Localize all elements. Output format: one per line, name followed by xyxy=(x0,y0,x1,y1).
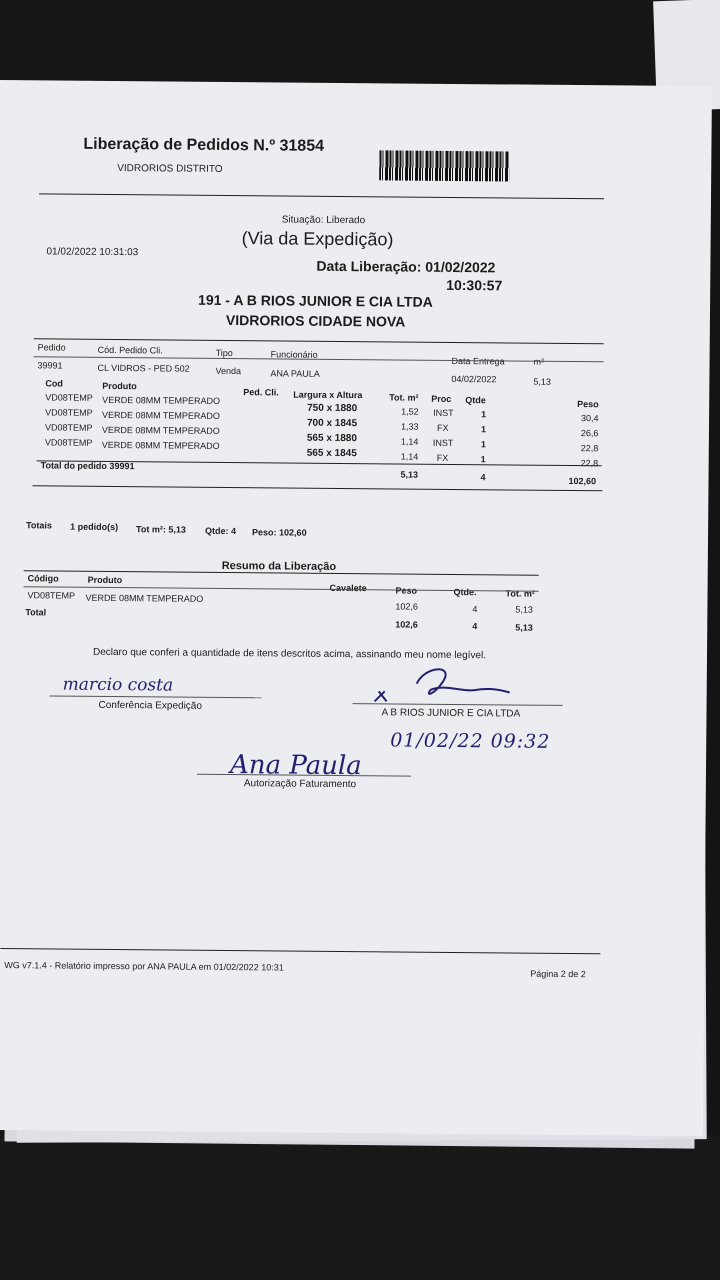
barcode xyxy=(379,150,509,181)
item-cod: VD08TEMP xyxy=(45,407,93,418)
order-total-label: Total do pedido 39991 xyxy=(40,460,135,472)
item-produto: VERDE 08MM TEMPERADO xyxy=(101,424,220,436)
footer-page-number: Página 2 de 2 xyxy=(530,968,586,980)
printed-at: 01/02/2022 10:31:03 xyxy=(46,246,139,259)
totals-qtde: Qtde: 4 xyxy=(205,525,237,537)
background-bottom xyxy=(0,1135,720,1280)
value-tipo: Venda xyxy=(215,365,242,377)
header-divider xyxy=(39,193,604,199)
footer-report-info: WG v7.1.4 - Relatório impresso por ANA PAULA em 01/02/2022 10:31 xyxy=(4,960,284,973)
col-proc: Proc xyxy=(431,393,452,404)
value-cod-pedido-cli: CL VIDROS - PED 502 xyxy=(97,362,190,374)
item-peso: 22,8 xyxy=(580,443,599,454)
client-date-handwritten: 01/02/22 09:32 xyxy=(390,729,551,753)
item-peso: 26,6 xyxy=(580,428,599,439)
items-bottom-divider xyxy=(32,485,602,491)
item-tot-m2: 1,14 xyxy=(400,451,419,462)
label-pedido: Pedido xyxy=(37,342,66,353)
conferencia-signature: marcio costa xyxy=(62,674,174,696)
order-label-divider xyxy=(34,356,604,362)
order-total-qtde: 4 xyxy=(480,472,486,483)
autorizacao-signature: Ana Paula xyxy=(229,750,362,782)
copy-label: (Via da Expedição) xyxy=(241,228,394,250)
item-proc: INST xyxy=(432,437,454,448)
summary-qtde: 4 xyxy=(472,604,478,615)
item-dims: 565 x 1880 xyxy=(306,432,357,445)
col-peso: Peso xyxy=(577,399,599,410)
summary-produto: VERDE 08MM TEMPERADO xyxy=(85,592,204,604)
summary-tot-m2: 5,13 xyxy=(515,604,533,615)
summary-total-peso: 102,6 xyxy=(395,619,418,630)
item-proc: INST xyxy=(433,407,454,418)
footer-divider xyxy=(0,948,600,954)
label-funcionario: Funcionário xyxy=(270,349,318,360)
item-cod: VD08TEMP xyxy=(44,422,93,433)
item-produto: VERDE 08MM TEMPERADO xyxy=(102,394,221,406)
item-qtde: 1 xyxy=(481,409,487,420)
store-name: VIDRORIOS CIDADE NOVA xyxy=(225,311,406,330)
item-qtde: 1 xyxy=(480,424,487,435)
totals-m2: Tot m²: 5,13 xyxy=(136,524,186,535)
item-dims: 700 x 1845 xyxy=(306,417,358,430)
label-m2: m² xyxy=(533,356,545,367)
summary-total-label: Total xyxy=(25,607,47,618)
item-cod: VD08TEMP xyxy=(44,437,93,448)
client-name: 191 - A B RIOS JUNIOR E CIA LTDA xyxy=(198,291,433,310)
item-peso: 30,4 xyxy=(581,413,599,424)
summary-col-peso: Peso xyxy=(395,585,418,596)
summary-total-m2: 5,13 xyxy=(515,622,533,633)
summary-col-tot-m2: Tot. m² xyxy=(505,588,535,599)
value-pedido: 39991 xyxy=(37,360,63,371)
summary-col-qtde: Qtde. xyxy=(453,586,477,598)
col-tot-m2: Tot. m² xyxy=(389,392,419,403)
conferencia-label: Conferência Expedição xyxy=(98,699,202,712)
declaration-text: Declaro que conferi a quantidade de itens descritos acima, assinando meu nome legível. xyxy=(92,646,487,662)
order-total-m2: 5,13 xyxy=(400,469,419,480)
company-name: VIDRORIOS DISTRITO xyxy=(117,163,223,175)
label-cod-pedido-cli: Cód. Pedido Cli. xyxy=(97,344,163,356)
item-proc: FX xyxy=(436,422,449,433)
summary-col-produto: Produto xyxy=(87,574,123,586)
release-document xyxy=(0,80,712,1136)
value-m2: 5,13 xyxy=(533,376,551,387)
client-label: A B RIOS JUNIOR E CIA LTDA xyxy=(381,707,521,720)
summary-total-qtde: 4 xyxy=(472,621,478,632)
summary-peso: 102,6 xyxy=(395,601,418,612)
summary-title: Resumo da Liberação xyxy=(221,559,337,573)
item-proc: FX xyxy=(436,452,449,463)
totals-pedidos: 1 pedido(s) xyxy=(70,521,119,533)
summary-codigo: VD08TEMP xyxy=(27,590,76,601)
order-total-peso: 102,60 xyxy=(568,475,597,487)
label-tipo: Tipo xyxy=(215,347,233,359)
col-qtde: Qtde xyxy=(465,395,486,406)
item-dims: 750 x 1880 xyxy=(307,402,358,415)
item-tot-m2: 1,14 xyxy=(400,436,419,447)
item-produto: VERDE 08MM TEMPERADO xyxy=(101,439,220,451)
col-ped-cli: Ped. Cli. xyxy=(243,387,279,398)
order-top-divider xyxy=(34,338,604,344)
value-data-entrega: 04/02/2022 xyxy=(451,373,497,385)
autorizacao-label: Autorização Faturamento xyxy=(243,778,357,791)
totals-peso: Peso: 102,60 xyxy=(252,527,307,538)
item-qtde: 1 xyxy=(480,439,486,450)
col-cod: Cod xyxy=(45,378,63,389)
item-produto: VERDE 08MM TEMPERADO xyxy=(102,409,220,421)
col-dims: Largura x Altura xyxy=(293,389,363,401)
value-funcionario: ANA PAULA xyxy=(270,368,320,379)
item-tot-m2: 1,52 xyxy=(401,406,419,417)
item-qtde: 1 xyxy=(480,454,486,465)
item-dims: 565 x 1845 xyxy=(306,447,357,460)
situation: Situação: Liberado xyxy=(281,214,366,227)
conferencia-signature-line xyxy=(50,695,262,698)
item-cod: VD08TEMP xyxy=(45,392,93,403)
release-time: 10:30:57 xyxy=(446,276,503,294)
item-peso: 22,8 xyxy=(580,458,599,469)
label-data-entrega: Data Entrega xyxy=(451,355,505,367)
summary-col-cavalete: Cavalete xyxy=(329,582,367,594)
item-tot-m2: 1,33 xyxy=(400,421,419,432)
document-title: Liberação de Pedidos N.º 31854 xyxy=(83,135,325,155)
col-produto: Produto xyxy=(102,380,137,392)
summary-col-codigo: Código xyxy=(27,573,59,584)
totals-label: Totais xyxy=(26,520,53,531)
release-date: Data Liberação: 01/02/2022 xyxy=(316,257,496,276)
